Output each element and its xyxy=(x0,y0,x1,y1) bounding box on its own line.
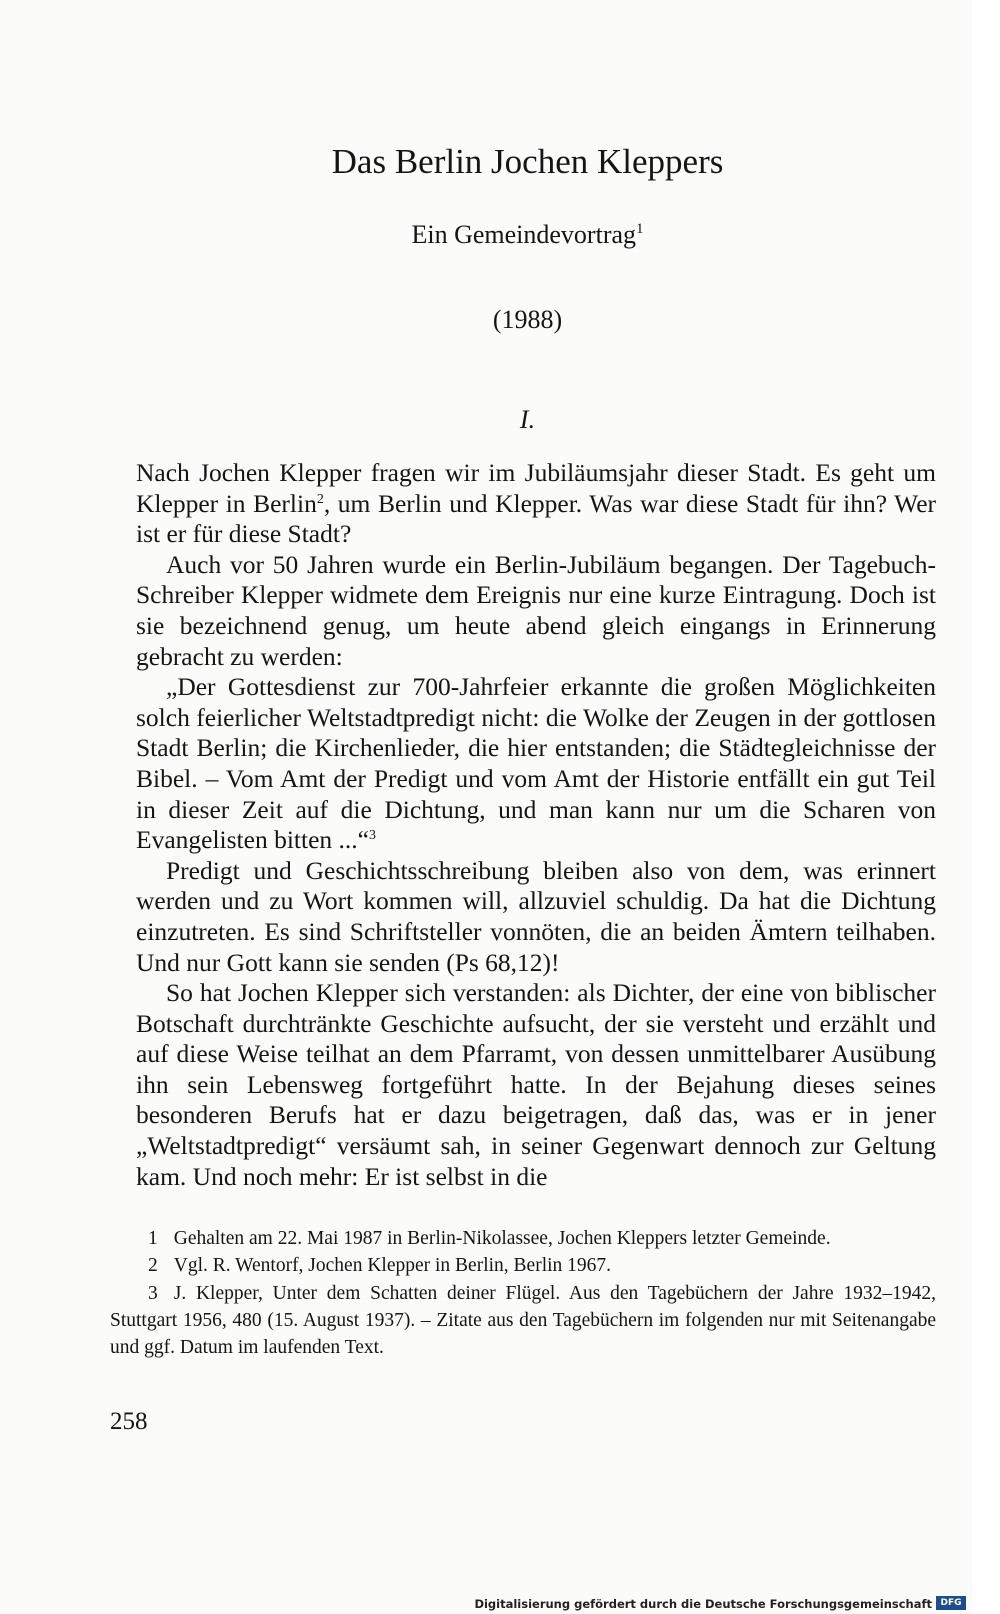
chapter-subtitle xyxy=(0,220,1000,250)
footnote-number: 1 xyxy=(148,1228,158,1249)
dfg-logo-icon: DFG xyxy=(936,1596,966,1610)
quotation-paragraph: „Der Gottesdienst zur 700-Jahrfeier erkannte die großen Möglichkeiten solch feierlicher Weltstadtpredigt nicht: die Wolke der Zeugen in der gottlosen Stadt Berlin; die Kirchenlieder, die hier entstanden; die Städtegleichnisse der Bibel. – Vom Amt der Predigt und vom Amt der Historie entfällt ein gut Teil in dieser Zeit auf die Dichtung, und man kann nur um die Scharen von Evangelisten bitten ...“$^3$ xyxy=(136,672,936,855)
paragraph: So hat Jochen Klepper sich verstanden: als Dichter, der eine von biblischer Botschaft durchtränkte Geschichte aufsucht, der sie versteht und erzählt und auf diese Weise teilhat an dem Pfarramt, von dessen unmittelbarer Ausübung ihn sein Lebensweg fortgeführt hatte. In der Bejahung dieses seines besonderen Berufs hat er dazu beigetragen, daß das, was er in jener „Weltstadtpredigt“ versäumt sah, in seiner Gegenwart dennoch zur Geltung kam. Und noch mehr: Er ist selbst in die xyxy=(136,978,936,1191)
footnote-text: J. Klepper, Unter dem Schatten deiner Flügel. Aus den Tagebüchern der Jahre 1932–1942, Stuttgart 1956, 480 (15. August 1937). – Zitate aus den Tagebüchern im folgenden nur mit Seitenangabe und ggf. Datum im laufenden Text. xyxy=(110,1282,936,1359)
digitization-credit: Digitalisierung gefördert durch die Deutsche Forschungsgemeinschaft xyxy=(474,1597,932,1611)
paragraph: Nach Jochen Klepper fragen wir im Jubiläumsjahr dieser Stadt. Es geht um Klepper in Berlin$^2$, um Berlin und Klepper. Was war diese Stadt für ihn? Wer ist er für diese Stadt? xyxy=(136,458,936,549)
footnote-number: 2 xyxy=(148,1255,158,1277)
footnote-text: Gehalten am 22. Mai 1987 in Berlin-Nikolassee, Jochen Kleppers letzter Gemeinde. xyxy=(173,1228,831,1249)
footnote-text: Vgl. R. Wentorf, Jochen Klepper in Berlin, Berlin 1967. xyxy=(173,1255,612,1277)
chapter-title: Das Berlin Jochen Kleppers xyxy=(331,142,724,181)
footnote xyxy=(110,1252,936,1279)
chapter-year: (1988) xyxy=(492,305,563,334)
paragraph: Auch vor 50 Jahren wurde ein Berlin-Jubiläum begangen. Der Tagebuch-Schreiber Klepper widmete dem Ereignis nur eine kurze Eintragung. Doch ist sie bezeichnend genug, um heute abend gleich eingangs in Erinnerung gebracht zu werden: xyxy=(136,549,936,671)
body-text xyxy=(136,458,936,1192)
footnote-marker: 3 xyxy=(368,828,376,844)
footnote xyxy=(110,1280,936,1362)
section-heading: I. xyxy=(519,405,536,434)
page-number: 258 xyxy=(110,1408,148,1435)
subtitle-text: Ein Gemeindevortrag xyxy=(411,220,637,249)
scan-margin xyxy=(972,0,1000,1614)
subtitle-footnote-marker: 1 xyxy=(636,221,644,237)
footnote-number: 3 xyxy=(148,1282,158,1304)
paragraph: Predigt und Geschichtsschreibung bleiben also von dem, was erinnert werden und zu Wort kommen will, allzuviel schuldig. Da hat die Dichtung einzutreten. Es sind Schriftsteller vonnöten, die an beiden Ämtern teilhaben. Und nur Gott kann sie senden (Ps 68,12)! xyxy=(136,855,936,977)
footnote-marker: 2 xyxy=(316,491,324,507)
footnotes xyxy=(110,1225,936,1361)
footnote xyxy=(110,1225,936,1252)
